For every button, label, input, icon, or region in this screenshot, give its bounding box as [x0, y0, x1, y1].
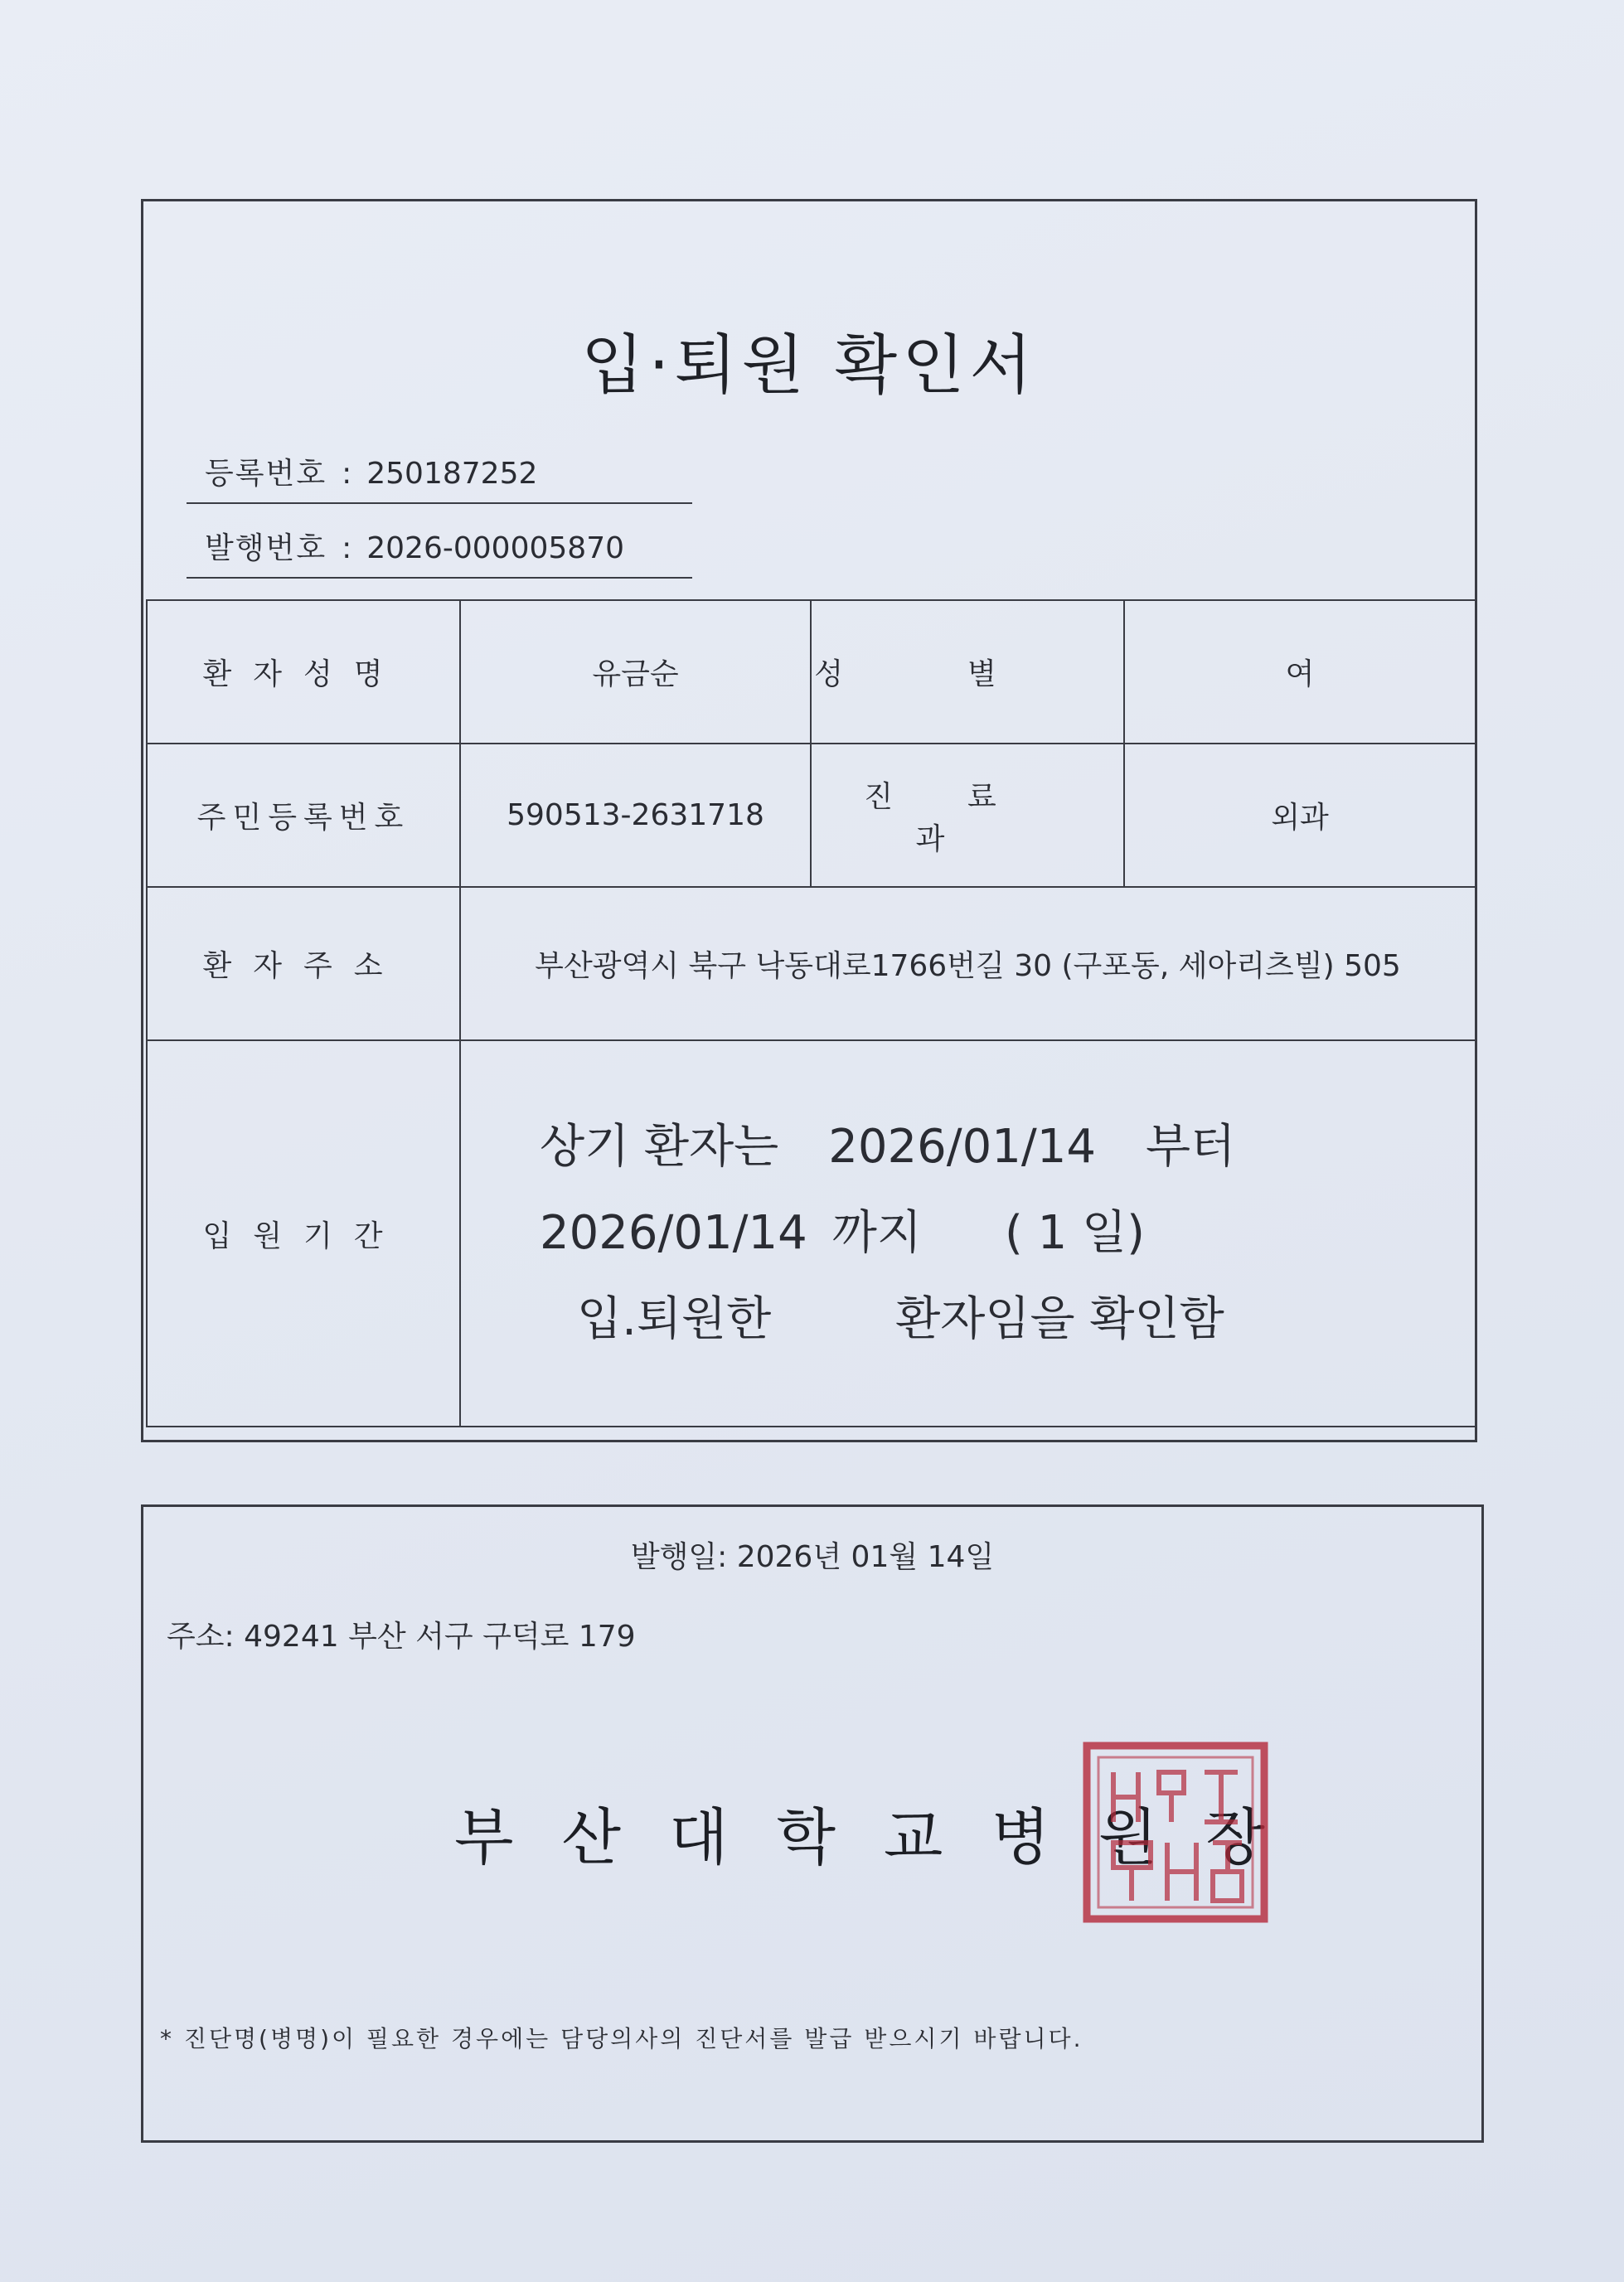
- address-label: 환자주소: [147, 887, 460, 1040]
- table-row: [147, 887, 1476, 1040]
- registration-number: [187, 450, 692, 504]
- issue-number-label: 발행번호: [205, 531, 327, 565]
- official-seal-icon: [1080, 1739, 1271, 1926]
- issue-date: 발행일: 2026년 01월 14일: [630, 1540, 995, 1574]
- admission-period-text: [460, 1040, 1476, 1427]
- registration-separator: :: [342, 457, 352, 491]
- issue-number-value: 2026-000005870: [366, 531, 624, 565]
- admission-line1-prefix: 상기 환자는: [540, 1120, 779, 1174]
- sex-label: 성별: [811, 600, 1124, 744]
- dept-label: 진료과: [811, 744, 1124, 887]
- registration-value: 250187252: [366, 457, 538, 491]
- admission-start-date: 2026/01/14: [828, 1120, 1097, 1174]
- table-row: [147, 744, 1476, 887]
- address-value: 부산광역시 북구 낙동대로1766번길 30 (구포동, 세아리츠빌) 505: [460, 887, 1476, 1040]
- rrn-label: 주민등록번호: [147, 744, 460, 887]
- table-row: [147, 1040, 1476, 1427]
- footnote: * 진단명(병명)이 필요한 경우에는 담당의사의 진단서를 발급 받으시기 바랍니다.: [160, 2025, 1083, 2052]
- hospital-address: 주소: 49241 부산 서구 구덕로 179: [167, 1620, 636, 1654]
- admission-period-label: 입원기간: [147, 1040, 460, 1427]
- admission-line2-suffix: 까지: [831, 1206, 922, 1260]
- issue-number-separator: :: [342, 531, 352, 565]
- issue-number: [187, 525, 692, 579]
- patient-name-label: 환자성명: [147, 600, 460, 744]
- dept-value: 외과: [1124, 744, 1476, 887]
- patient-name: 유금순: [460, 600, 811, 744]
- admission-line1-suffix: 부터: [1146, 1120, 1236, 1174]
- document-title: 입·퇴원 확인서: [581, 328, 1037, 403]
- certificate-frame: [141, 199, 1477, 1442]
- issuer-frame: [141, 1504, 1484, 2143]
- admission-days: ( 1 일): [1004, 1206, 1145, 1260]
- table-row: [147, 600, 1476, 744]
- hospital-director: 부산대학교병원장: [454, 1802, 1313, 1873]
- registration-label: 등록번호: [205, 457, 327, 491]
- sex-value: 여: [1124, 600, 1476, 744]
- admission-end-date: 2026/01/14: [540, 1206, 807, 1260]
- admission-line3-b: 환자임을 확인함: [895, 1292, 1224, 1346]
- rrn-value: 590513-2631718: [460, 744, 811, 887]
- patient-info-table: [146, 599, 1476, 1427]
- admission-line3-a: 입.퇴원한: [577, 1292, 772, 1346]
